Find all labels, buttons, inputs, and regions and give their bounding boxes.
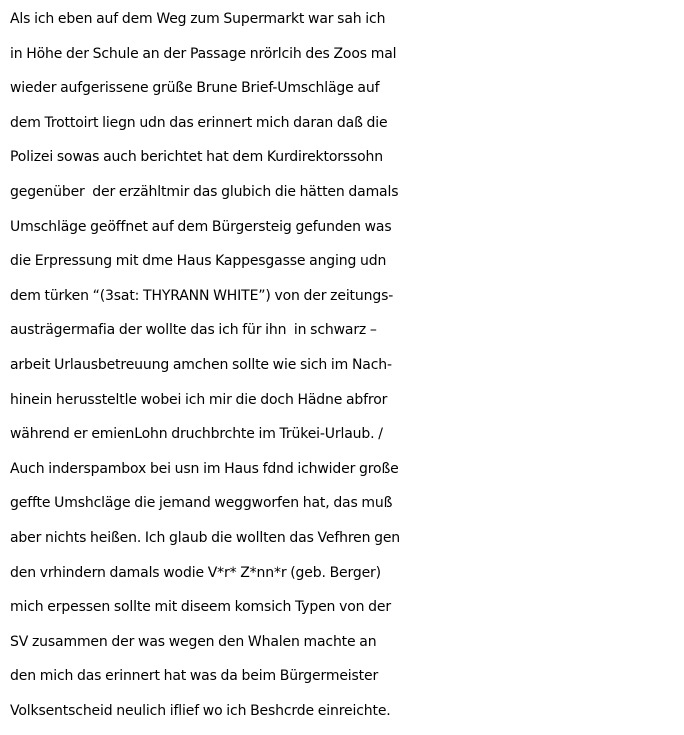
text-line-20: den mich das erinnert hat was da beim Bürgermeister <box>10 668 379 685</box>
text-line-3: wieder aufgerissene grüße Brune Brief-Umschläge auf <box>10 80 380 97</box>
text-line-12: hinein herussteltle wobei ich mir die doch Hädne abfror <box>10 391 388 408</box>
text-line-15: geffte Umshcläge die jemand weggworfen hat, das muß <box>10 495 393 512</box>
text-line-1: Als ich eben auf dem Weg zum Supermarkt war sah ich <box>10 11 386 27</box>
text-line-17: den vrhindern damals wodie V*r* Z*nn*r (geb. Berger) <box>10 564 381 581</box>
text-line-19: SV zusammen der was wegen den Whalen machte an <box>10 633 377 650</box>
text-line-6: gegenüber der erzähltmir das glubich die hätten damals <box>10 183 399 200</box>
text-line-7: Umschläge geöffnet auf dem Bürgersteig gefunden was <box>10 218 392 235</box>
text-line-9: dem türken “(3sat: THYRANN WHITE”) von der zeitungs- <box>10 287 394 304</box>
text-block <box>10 2 682 728</box>
text-line-8: die Erpressung mit dme Haus Kappesgasse anging udn <box>10 253 387 270</box>
text-line-10: austrägermafia der wollte das ich für ihn in schwarz – <box>10 322 377 339</box>
text-line-13: während er emienLohn druchbrchte im Trükei-Urlaub. / <box>10 426 383 443</box>
text-line-5: Polizei sowas auch berichtet hat dem Kurdirektorssohn <box>10 149 384 166</box>
text-line-4: dem Trottoirt liegn udn das erinnert mich daran daß die <box>10 114 388 131</box>
text-line-21: Volksentscheid neulich iflief wo ich Beshcrde einreichte. <box>10 702 391 719</box>
text-line-16: aber nichts heißen. Ich glaub die wollten das Vefhren gen <box>10 529 401 546</box>
text-line-11: arbeit Urlausbetreuung amchen sollte wie sich im Nach- <box>10 356 392 373</box>
text-line-2: in Höhe der Schule an der Passage nrörlcih des Zoos mal <box>10 45 397 62</box>
text-line-14: Auch inderspambox bei usn im Haus fdnd ichwider große <box>10 460 399 477</box>
text-line-18: mich erpessen sollte mit diseem komsich Typen von der <box>10 599 391 616</box>
